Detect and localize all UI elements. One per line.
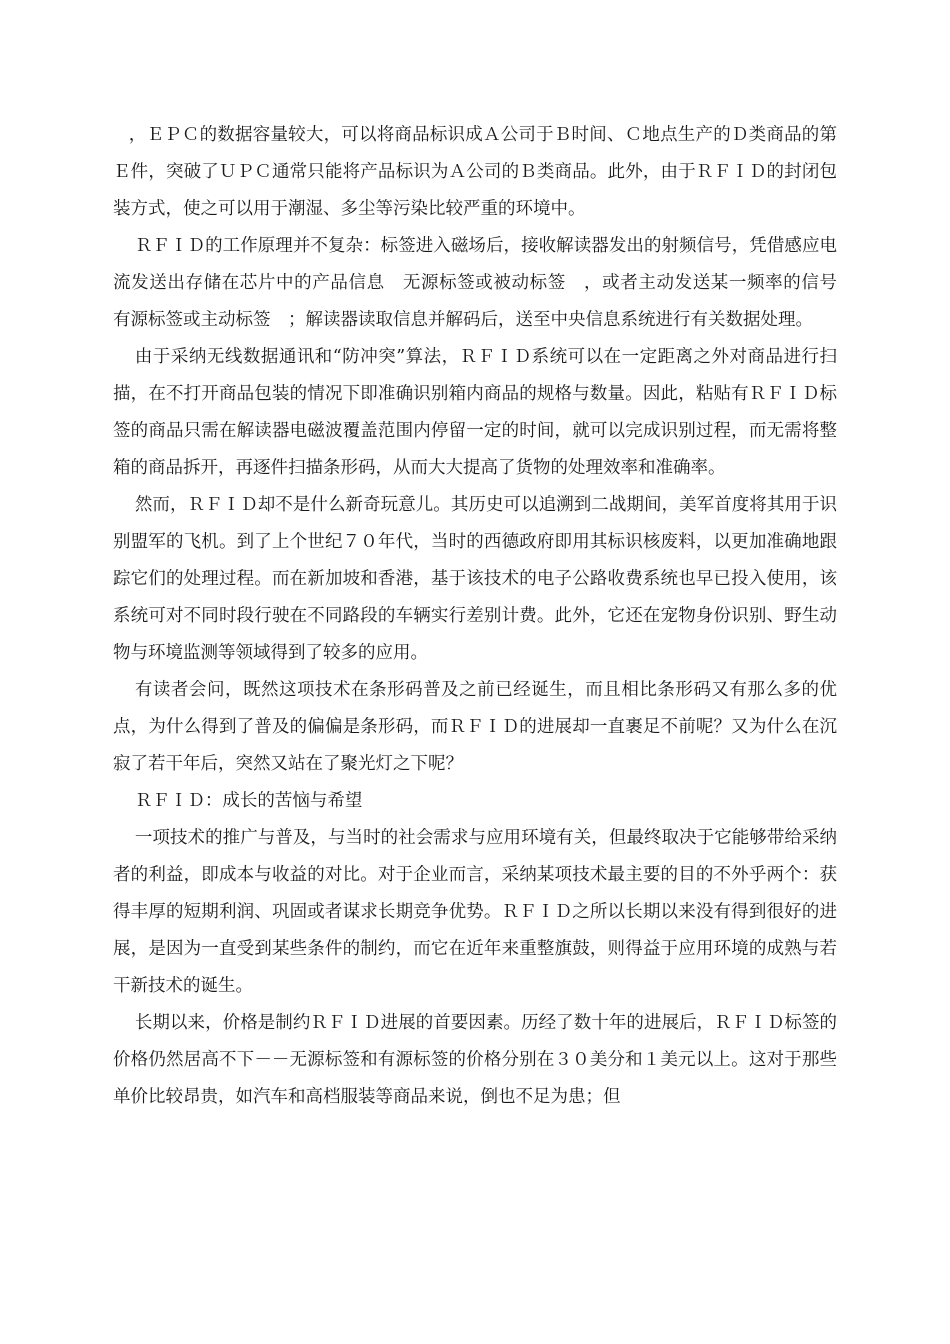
paragraph-epc-capacity: ，ＥＰＣ的数据容量较大，可以将商品标识成Ａ公司于Ｂ时间、Ｃ地点生产的Ｄ类商品的第Ｅ件，突破了ＵＰＣ通常只能将产品标识为Ａ公司的Ｂ类商品。此外，由于ＲＦＩＤ的封闭包装方式，使之可以用于潮湿、多尘等污染比较严重的环境中。 [113, 125, 837, 219]
paragraph-anti-collision: 由于采纳无线数据通讯和“防冲突”算法，ＲＦＩＤ系统可以在一定距离之外对商品进行扫描，在不打开商品包装的情况下即准确识别箱内商品的规格与数量。因此，粘贴有ＲＦＩＤ标签的商品只需在解读器电磁波覆盖范围内停留一定的时间，就可以完成识别过程，而无需将整箱的商品拆开，再逐件扫描条形码，从而大大提高了货物的处理效率和准确率。 [113, 347, 837, 478]
paragraph-history: 然而，ＲＦＩＤ却不是什么新奇玩意儿。其历史可以追溯到二战期间，美军首度将其用于识别盟军的飞机。到了上个世纪７０年代，当时的西德政府即用其标识核废料，以更加准确地跟踪它们的处理过程。而在新加坡和香港，基于该技术的电子公路收费系统也早已投入使用，该系统可对不同时段行驶在不同路段的车辆实行差别计费。此外，它还在宠物身份识别、野生动物与环境监测等领域得到了较多的应用。 [113, 495, 837, 663]
document-body [113, 117, 855, 1116]
paragraph-reader-question: 有读者会问，既然这项技术在条形码普及之前已经诞生，而且相比条形码又有那么多的优点，为什么得到了普及的偏偏是条形码，而ＲＦＩＤ的进展却一直裹足不前呢？又为什么在沉寂了若干年后，突然又站在了聚光灯之下呢？ [113, 680, 837, 774]
section-heading: ＲＦＩＤ：成长的苦恼与希望 [134, 791, 363, 811]
paragraph-adoption-factors: 一项技术的推广与普及，与当时的社会需求与应用环境有关，但最终取决于它能够带给采纳者的利益，即成本与收益的对比。对于企业而言，采纳某项技术最主要的目的不外乎两个：获得丰厚的短期利润、巩固或者谋求长期竞争优势。ＲＦＩＤ之所以长期以来没有得到很好的进展，是因为一直受到某些条件的制约，而它在近年来重整旗鼓，则得益于应用环境的成熟与若干新技术的诞生。 [113, 828, 837, 996]
paragraph-price-constraint: 长期以来，价格是制约ＲＦＩＤ进展的首要因素。历经了数十年的进展后，ＲＦＩＤ标签的价格仍然居高不下－－无源标签和有源标签的价格分别在３０美分和１美元以上。这对于那些单价比较昂贵，如汽车和高档服装等商品来说，倒也不足为患；但 [113, 1013, 837, 1107]
paragraph-working-principle: ＲＦＩＤ的工作原理并不复杂：标签进入磁场后，接收解读器发出的射频信号，凭借感应电流发送出存储在芯片中的产品信息 无源标签或被动标签 ，或者主动发送某一频率的信号 有源标签或主动标签 ；解读器读取信息并解码后，送至中央信息系统进行有关数据处理。 [113, 236, 855, 330]
